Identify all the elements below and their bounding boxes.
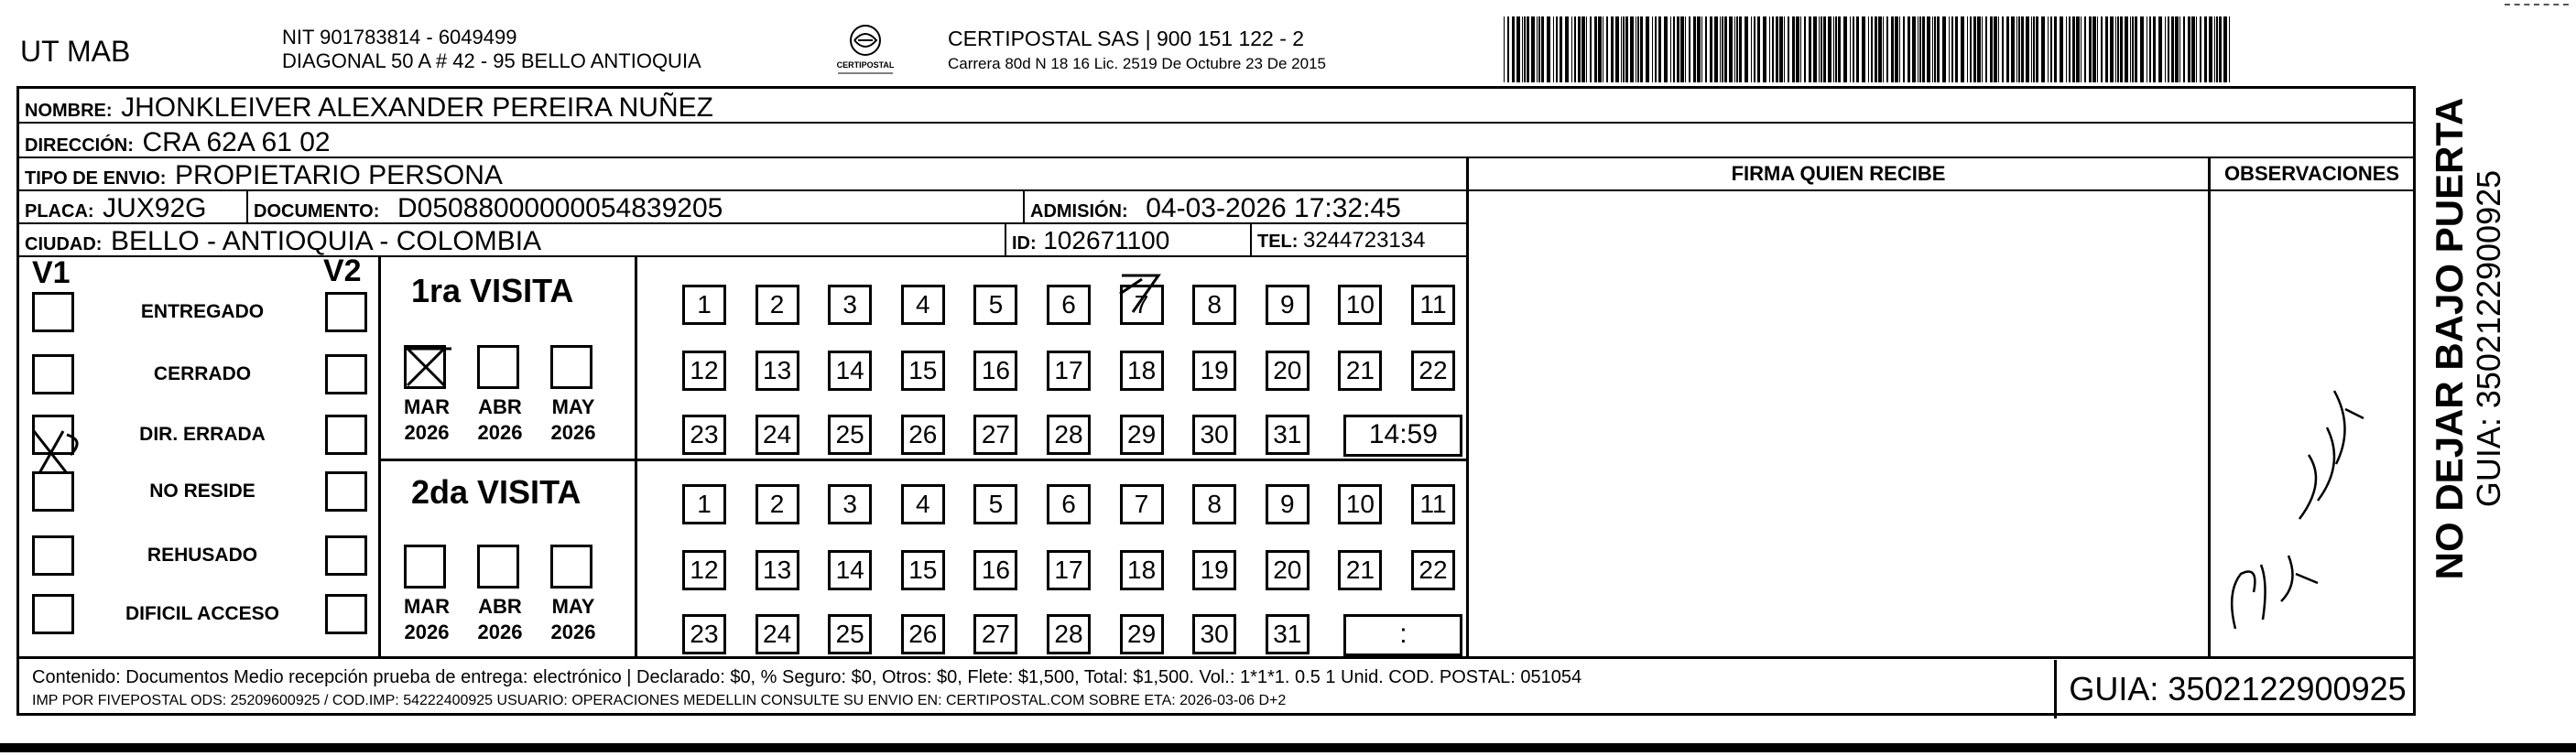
first-visit-day-8[interactable]: 8 [1192,285,1236,325]
second-visit-day-13[interactable]: 13 [755,550,799,590]
second-visit-day-5[interactable]: 5 [973,484,1017,524]
first-visit-day-6[interactable]: 6 [1047,285,1091,325]
month-name: ABR [478,595,522,618]
first-visit-day-14[interactable]: 14 [828,351,872,391]
divider [635,255,637,656]
first-visit-day-24[interactable]: 24 [755,415,799,455]
first-visit-day-4[interactable]: 4 [901,285,945,325]
v2-checkbox[interactable] [325,594,367,634]
second-visit-day-25[interactable]: 25 [828,614,872,654]
first-visit-day-11[interactable]: 11 [1411,285,1455,325]
second-visit-day-9[interactable]: 9 [1266,484,1310,524]
divider [246,191,248,222]
direccion-field [25,127,331,158]
v1-checkbox[interactable] [32,415,74,455]
first-visit-day-17[interactable]: 17 [1047,351,1091,391]
month-checkbox[interactable] [404,345,446,389]
documento-value: D05088000000054839205 [397,193,723,223]
placa-field [25,193,207,224]
v1-checkbox[interactable] [32,535,74,576]
ciudad-label: CIUDAD: [25,234,103,254]
tipo-envio-value: PROPIETARIO PERSONA [175,160,503,190]
second-visit-time-box[interactable]: : [1343,614,1462,656]
second-visit-day-17[interactable]: 17 [1047,550,1091,590]
v1-checkbox[interactable] [32,471,74,512]
cut-line [2505,4,2569,5]
second-visit-day-15[interactable]: 15 [901,550,945,590]
barcode [1502,16,2234,82]
admision-value: 04-03-2026 17:32:45 [1146,193,1401,223]
divider [2208,157,2211,656]
second-visit-day-7[interactable]: 7 [1120,484,1164,524]
v2-checkbox[interactable] [325,415,367,455]
status-label: REHUSADO [147,545,258,566]
divider [378,459,1466,461]
second-visit-day-30[interactable]: 30 [1192,614,1236,654]
second-visit-title: 2da VISITA [411,473,582,511]
first-visit-day-3[interactable]: 3 [828,285,872,325]
first-visit-day-1[interactable]: 1 [682,285,726,325]
content-summary: Contenido: Documentos Medio recepción prueba de entrega: electrónico | Declarado: $0, % Seguro: $0, Otros: $0, Flete: $1,500, Total: $1,500. Vol.: 1*1*1. 0.5 1 Unid. COD. POSTAL: 051054 [32,667,1582,687]
month-year: 2026 [477,621,523,643]
nombre-field [25,92,713,124]
v1-checkbox[interactable] [32,594,74,634]
second-visit-day-1[interactable]: 1 [682,484,726,524]
id-label: ID: [1012,233,1037,254]
v2-checkbox[interactable] [325,354,367,394]
id-field [1012,226,1169,255]
month-checkbox[interactable] [477,345,519,389]
placa-label: PLACA: [25,201,94,221]
second-visit-day-28[interactable]: 28 [1047,614,1091,654]
month-checkbox[interactable] [477,545,519,589]
admision-label: ADMISIÓN: [1030,201,1128,221]
divider [378,255,381,656]
second-visit-day-24[interactable]: 24 [755,614,799,654]
month-year: 2026 [404,421,450,444]
divider [1466,189,2208,191]
month-label [395,394,459,446]
second-visit-day-8[interactable]: 8 [1192,484,1236,524]
first-visit-day-26[interactable]: 26 [901,415,945,455]
courier-license: Carrera 80d N 18 16 Lic. 2519 De Octubre 23 De 2015 [948,55,1326,72]
month-checkbox[interactable] [404,545,446,589]
divider [19,656,2413,659]
second-visit-day-16[interactable]: 16 [973,550,1017,590]
status-label: CERRADO [153,363,252,384]
first-visit-day-20[interactable]: 20 [1266,351,1310,391]
month-label [541,594,605,645]
first-visit-day-23[interactable]: 23 [682,415,726,455]
month-name: ABR [478,395,522,418]
month-year: 2026 [477,421,523,444]
second-visit-day-10[interactable]: 10 [1338,484,1382,524]
second-visit-day-12[interactable]: 12 [682,550,726,590]
month-year: 2026 [550,621,596,643]
second-visit-day-19[interactable]: 19 [1192,550,1236,590]
documento-field [254,193,723,224]
first-visit-day-9[interactable]: 9 [1266,285,1310,325]
month-year: 2026 [404,621,450,643]
second-visit-day-31[interactable]: 31 [1266,614,1310,654]
month-label [541,394,605,446]
first-visit-day-31[interactable]: 31 [1266,415,1310,455]
second-visit-day-23[interactable]: 23 [682,614,726,654]
side-warning [2428,37,2507,641]
month-name: MAR [403,395,451,418]
documento-label: DOCUMENTO: [254,201,380,221]
second-visit-day-6[interactable]: 6 [1047,484,1091,524]
tel-label: TEL: [1257,232,1299,252]
tipo-envio-label: TIPO DE ENVIO: [25,168,167,189]
observation-handwriting [2217,354,2373,647]
v2-header: V2 [323,254,362,288]
first-visit-day-28[interactable]: 28 [1047,415,1091,455]
month-checkbox[interactable] [550,545,592,589]
tel-field [1257,228,1425,254]
second-visit-day-11[interactable]: 11 [1411,484,1455,524]
delivery-form [16,86,2416,716]
v1-checkbox[interactable] [32,354,74,394]
status-label: DIR. ERRADA [139,424,266,445]
first-visit-day-30[interactable]: 30 [1192,415,1236,455]
second-visit-day-29[interactable]: 29 [1120,614,1164,654]
v2-checkbox[interactable] [325,535,367,576]
second-visit-day-4[interactable]: 4 [901,484,945,524]
divider [1466,157,1469,656]
first-visit-day-22[interactable]: 22 [1411,351,1455,391]
month-label [468,594,532,645]
direccion-label: DIRECCIÓN: [25,135,134,156]
guia-number: GUIA: 3502122900925 [2054,660,2418,718]
first-visit-time-box[interactable]: 14:59 [1343,415,1462,457]
bottom-edge [0,743,2576,752]
status-label: DIFICIL ACCESO [125,603,279,624]
status-label: NO RESIDE [149,481,255,502]
first-visit-day-29[interactable]: 29 [1120,415,1164,455]
first-visit-day-19[interactable]: 19 [1192,351,1236,391]
second-visit-day-26[interactable]: 26 [901,614,945,654]
svg-text:CERTIPOSTAL: CERTIPOSTAL [836,60,895,70]
second-visit-day-20[interactable]: 20 [1266,550,1310,590]
divider [1023,191,1025,222]
ciudad-field [25,226,541,257]
second-visit-day-21[interactable]: 21 [1338,550,1382,590]
second-visit-day-14[interactable]: 14 [828,550,872,590]
id-value: 102671100 [1043,226,1170,254]
status-label: ENTREGADO [140,301,265,322]
first-visit-day-16[interactable]: 16 [973,351,1017,391]
company-info [282,26,701,73]
first-visit-day-12[interactable]: 12 [682,351,726,391]
side-guia: GUIA: 3502122900925 [2470,169,2507,508]
month-year: 2026 [550,421,596,444]
nit-line: NIT 901783814 - 6049499 [282,26,517,49]
first-visit-day-15[interactable]: 15 [901,351,945,391]
v1-header: V1 [32,255,71,290]
tipo-envio-field [25,160,503,191]
first-visit-day-13[interactable]: 13 [755,351,799,391]
second-visit-day-27[interactable]: 27 [973,614,1017,654]
first-visit-day-18[interactable]: 18 [1120,351,1164,391]
nombre-label: NOMBRE: [25,101,113,121]
first-visit-day-21[interactable]: 21 [1338,351,1382,391]
second-visit-day-2[interactable]: 2 [755,484,799,524]
divider [1005,224,1006,255]
certipostal-logo [820,22,911,82]
company-address: DIAGONAL 50 A # 42 - 95 BELLO ANTIOQUIA [282,49,701,72]
first-visit-day-7[interactable]: 7 [1120,285,1164,325]
month-name: MAY [551,595,595,618]
admision-field [1030,193,1401,224]
first-visit-day-5[interactable]: 5 [973,285,1017,325]
divider [19,157,2413,158]
placa-value: JUX92G [103,193,207,223]
nombre-value: JHONKLEIVER ALEXANDER PEREIRA NUÑEZ [121,92,713,123]
first-visit-day-27[interactable]: 27 [973,415,1017,455]
month-name: MAY [551,395,595,418]
month-checkbox[interactable] [550,345,592,389]
month-name: MAR [403,595,451,618]
courier-name: CERTIPOSTAL SAS | 900 151 122 - 2 [948,27,1305,50]
v1-checkbox[interactable] [32,292,74,332]
courier-info [948,26,1326,77]
observaciones-header: OBSERVACIONES [2223,162,2400,185]
month-label [468,394,532,446]
v2-checkbox[interactable] [325,292,367,332]
v2-checkbox[interactable] [325,471,367,512]
divider [1250,224,1252,255]
first-visit-day-25[interactable]: 25 [828,415,872,455]
company-name: UT MAB [20,35,131,68]
ciudad-value: BELLO - ANTIOQUIA - COLOMBIA [111,226,542,256]
direccion-value: CRA 62A 61 02 [142,127,331,157]
second-visit-day-18[interactable]: 18 [1120,550,1164,590]
second-visit-day-22[interactable]: 22 [1411,550,1455,590]
tel-value: 3244723134 [1303,228,1426,253]
divider [2208,189,2413,191]
print-info: IMP POR FIVEPOSTAL ODS: 25209600925 / COD.IMP: 54222400925 USUARIO: OPERACIONES MEDELLIN CONSULTE SU ENVIO EN: CERTIPOSTAL.COM SOBRE ETA: 2026-03-06 D+2 [32,693,1287,708]
first-visit-day-2[interactable]: 2 [755,285,799,325]
month-label [395,594,459,645]
firma-header: FIRMA QUIEN RECIBE [1731,162,1946,185]
no-dejar-bajo-puerta: NO DEJAR BAJO PUERTA [2428,97,2471,580]
first-visit-day-10[interactable]: 10 [1338,285,1382,325]
first-visit-title: 1ra VISITA [411,272,574,309]
second-visit-day-3[interactable]: 3 [828,484,872,524]
